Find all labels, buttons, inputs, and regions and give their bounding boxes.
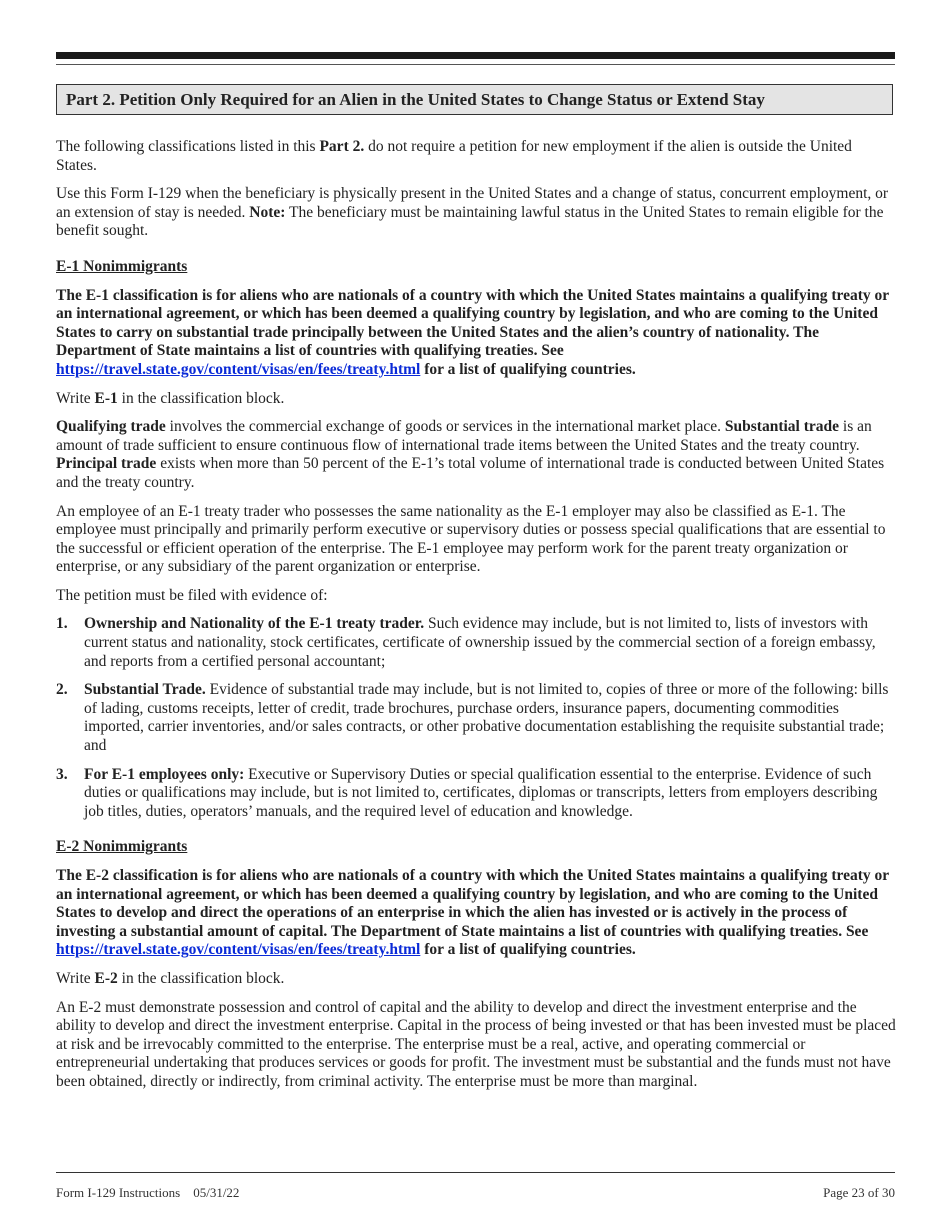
e1-classification-paragraph: The E-1 classification is for aliens who are nationals of a country with which the United States maintains a qualifying treaty or an international agreement, or which has been deemed a qualifying country by legislation, and who are coming to the United States to carry on substantial trade principally between the United States and the alien’s country of nationality. The Department of State maintains a list of countries with qualifying treaties. See https://travel.state.gov/content/visas/en/fees/treaty.html for a list of qualifying countries. xyxy=(56,286,889,378)
list-item: 1. Ownership and Nationality of the E-1 treaty trader. Such evidence may include, but is not limited to, lists of investors with current status and nationality, stock certificates, certificate of ownership issued by the commercial section of a foreign embassy, and reports from a certified personal accountant; xyxy=(56,615,876,670)
footer-rule xyxy=(56,1172,895,1173)
e1-trade-definitions: Qualifying trade involves the commercial exchange of goods or services in the international market place. Substantial trade is an amount of trade sufficient to ensure continuous flow of international trade items between the United States and the treaty country. Principal trade exists when more than 50 percent of the E-1’s total volume of international trade is conducted between United States and the treaty country. xyxy=(56,418,885,491)
e1-treaty-link[interactable]: https://travel.state.gov/content/visas/en/fees/treaty.html xyxy=(56,360,421,378)
e1-evidence-list xyxy=(56,615,896,821)
e1-write-instruction: Write E-1 in the classification block. xyxy=(56,389,285,407)
e1-evidence-intro: The petition must be filed with evidence of: xyxy=(56,586,328,604)
form-identifier: Form I-129 Instructions 05/31/22 xyxy=(56,1185,240,1200)
e1-heading: E-1 Nonimmigrants xyxy=(56,257,188,275)
part-heading: Part 2. Petition Only Required for an Alien in the United States to Change Status or Extend Stay xyxy=(56,84,893,115)
intro-paragraph-1: The following classifications listed in this Part 2. do not require a petition for new employment if the alien is outside the United States. xyxy=(56,138,852,174)
page-number: Page 23 of 30 xyxy=(823,1185,895,1200)
e2-body-paragraph: An E-2 must demonstrate possession and control of capital and the ability to develop and direct the investment enterprise and the ability to develop and direct the investment enterprise. Capital in the process of being invested or that has been invested must be placed at risk and be irrevocably committed to the enterprise. The enterprise must be a real, active, and operating commercial or entrepreneurial undertaking that produces services or goods for profit. The investment must be substantial and the funds must not have been obtained, directly or indirectly, from criminal activity. The enterprise must be more than marginal. xyxy=(56,998,896,1090)
e2-write-instruction: Write E-2 in the classification block. xyxy=(56,969,285,987)
intro-paragraph-2: Use this Form I-129 when the beneficiary is physically present in the United States and a change of status, concurrent employment, or an extension of stay is needed. Note: The beneficiary must be maintaining lawful status in the United States to remain eligible for the benefit sought. xyxy=(56,185,889,240)
page-body xyxy=(56,138,896,1102)
list-item: 3. For E-1 employees only: Executive or Supervisory Duties or special qualification essential to the enterprise. Evidence of such duties or qualifications may include, but is not limited to, certificates, diplomas or transcripts, letters from employers describing job titles, duties, operators’ manuals, and the required level of education and knowledge. xyxy=(56,765,878,820)
e2-classification-paragraph: The E-2 classification is for aliens who are nationals of a country with which the United States maintains a qualifying treaty or an international agreement, or which has been deemed a qualifying country by legislation, and who are coming to the United States to develop and direct the operations of an enterprise in which the alien has invested or is actively in the process of investing a substantial amount of capital. The Department of State maintains a list of countries with qualifying treaties. See https://travel.state.gov/content/visas/en/fees/treaty.html for a list of qualifying countries. xyxy=(56,867,889,959)
header-thick-rule xyxy=(56,52,895,59)
list-item: 2. Substantial Trade. Evidence of substantial trade may include, but is not limited to, copies of three or more of the following: bills of lading, customs receipts, letter of credit, trade brochures, purchase orders, insurance papers, documenting commodities imported, carrier inventories, and/or sales contracts, or other probative documentation establishing the requisite substantial trade; and xyxy=(56,681,889,755)
e2-heading: E-2 Nonimmigrants xyxy=(56,838,188,856)
header-thin-rule xyxy=(56,64,895,65)
e1-employee-paragraph: An employee of an E-1 treaty trader who possesses the same nationality as the E-1 employer may also be classified as E-1. The employee must principally and primarily perform executive or supervisory duties or possess special qualifications that are essential to the successful or efficient operation of the enterprise. The E-1 employee may perform work for the parent treaty organization or enterprise, or any subsidiary of the parent organization or enterprise. xyxy=(56,502,886,576)
e2-treaty-link[interactable]: https://travel.state.gov/content/visas/en/fees/treaty.html xyxy=(56,941,421,959)
